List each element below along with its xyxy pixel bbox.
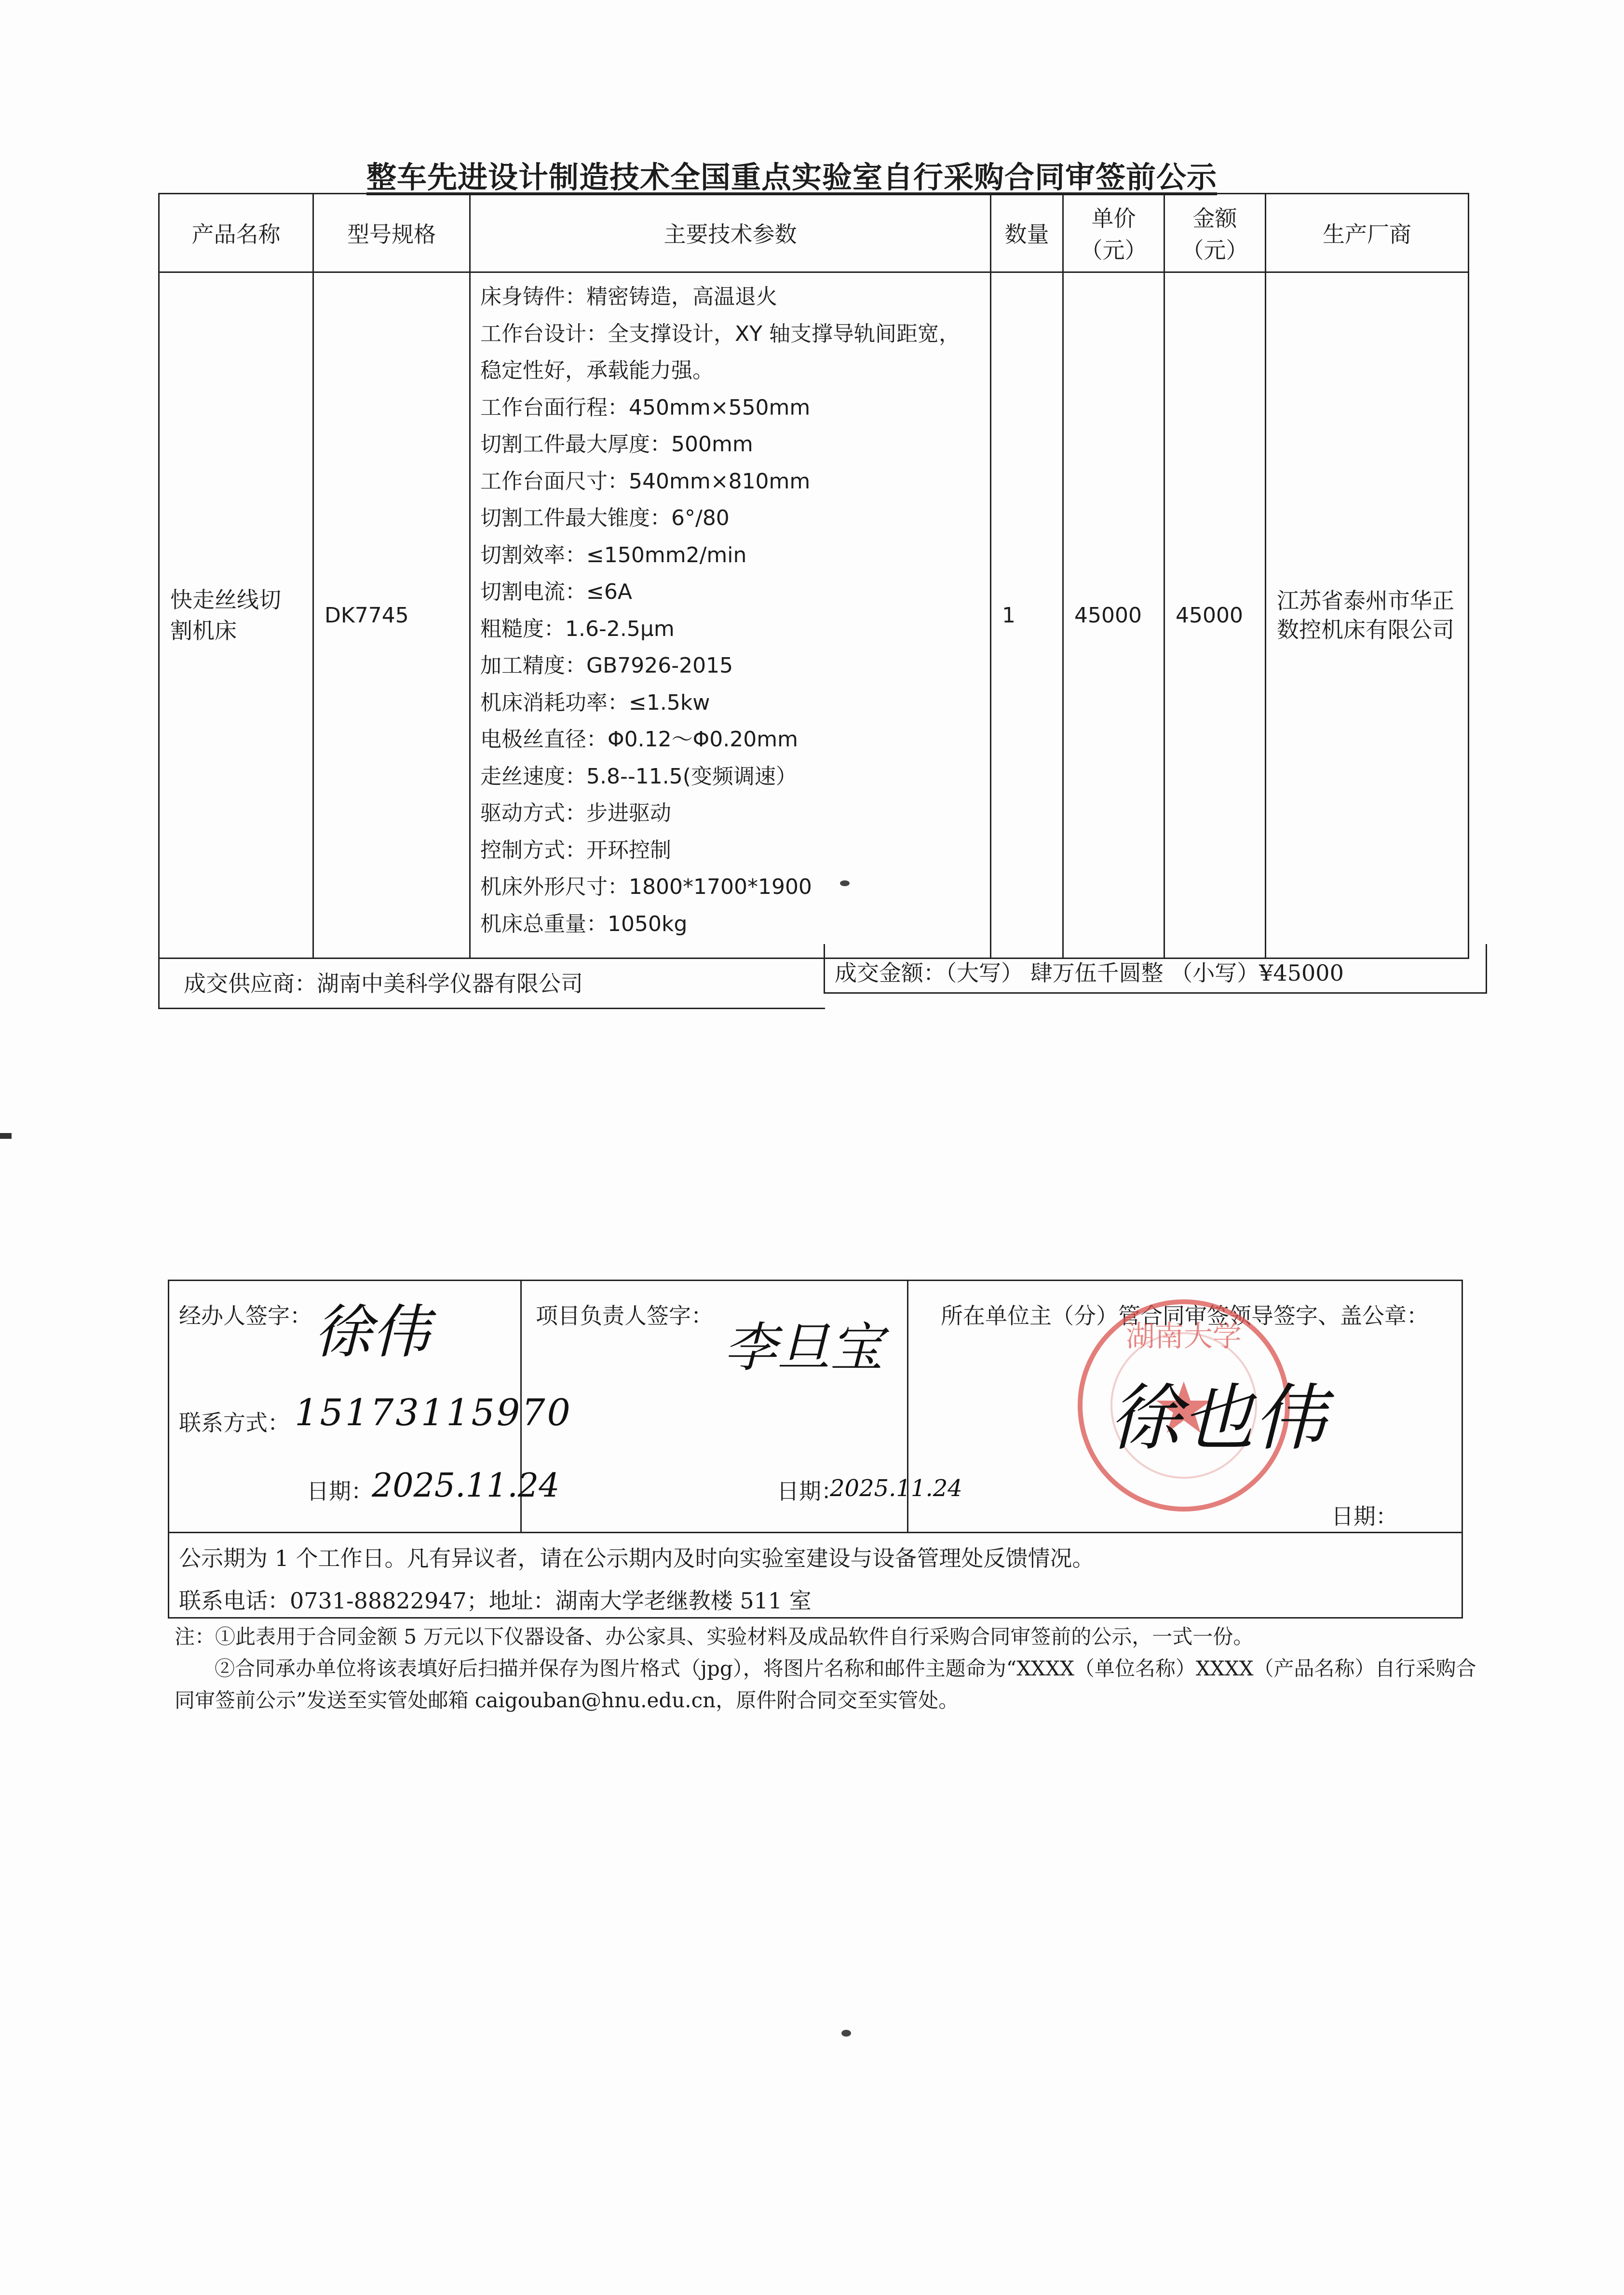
- footnote-1: 注：①此表用于合同金额 5 万元以下仪器设备、办公家具、实验材料及成品软件自行采购合同审签前的公示，一式一份。: [175, 1625, 1254, 1648]
- notice-box: [168, 1530, 1463, 1619]
- header-params: 主要技术参数: [470, 194, 991, 272]
- param-line: 工作台面行程：450mm×550mm: [480, 395, 811, 420]
- cell-amount: 45000: [1164, 272, 1266, 958]
- product-table: [158, 193, 1469, 959]
- header-amount-line1: 金额: [1192, 205, 1237, 231]
- scan-speck: [840, 880, 850, 886]
- supplier-text: 成交供应商：湖南中美科学仪器有限公司: [184, 971, 583, 997]
- param-line: 走丝速度：5.8--11.5(变频调速）: [480, 764, 797, 789]
- cell-product-name: 快走丝线切割机床: [159, 272, 313, 958]
- handler-label: 经办人签字：: [179, 1303, 312, 1329]
- date-label-project: 日期：: [777, 1478, 843, 1504]
- notice-period: 公示期为 1 个工作日。凡有异议者，请在公示期内及时向实验室建设与设备管理处反馈情况。: [179, 1545, 1095, 1571]
- contact-value: 15173115970: [295, 1391, 572, 1434]
- header-unit-price-line1: 单价: [1091, 205, 1136, 231]
- date-value-handler: 2025.11.24: [372, 1467, 560, 1505]
- scan-speck: [841, 2030, 851, 2037]
- header-manufacturer: 生产厂商: [1266, 194, 1469, 272]
- project-lead-label: 项目负责人签字：: [536, 1303, 713, 1329]
- cell-unit-price: 45000: [1063, 272, 1164, 958]
- param-line: 驱动方式：步进驱动: [480, 801, 671, 825]
- header-qty: 数量: [991, 194, 1063, 272]
- param-line: 切割电流：≤6A: [480, 580, 632, 604]
- header-amount-line2: （元）: [1181, 237, 1248, 263]
- cell-model: DK7745: [313, 272, 470, 958]
- param-line: 切割工件最大锥度：6°/80: [480, 506, 730, 530]
- param-line: 工作台设计：全支撑设计，XY 轴支撑导轨间距宽，: [480, 321, 961, 346]
- table-row: [159, 272, 1469, 958]
- date-label-unit: 日期：: [1331, 1503, 1398, 1529]
- header-amount: [1164, 194, 1266, 272]
- cell-params: [470, 272, 991, 958]
- date-label-handler: 日期：: [307, 1478, 373, 1504]
- param-line: 工作台面尺寸：540mm×810mm: [480, 469, 811, 494]
- contact-label: 联系方式：: [179, 1410, 290, 1436]
- date-value-project: 2025.11.24: [830, 1475, 962, 1502]
- cell-manufacturer: 江苏省泰州市华正数控机床有限公司: [1266, 272, 1469, 958]
- footnote-2: ②合同承办单位将该表填好后扫描并保存为图片格式（jpg），将图片名称和邮件主题命为“XXXX（单位名称）XXXX（产品名称）自行采购合: [215, 1657, 1476, 1680]
- param-line: 粗糙度：1.6-2.5μm: [480, 616, 675, 641]
- footnote-3: 同审签前公示”发送至实管处邮箱 caigouban@hnu.edu.cn，原件附合同交至实管处。: [175, 1688, 959, 1712]
- page-title: 整车先进设计制造技术全国重点实验室自行采购合同审签前公示: [366, 160, 1218, 195]
- header-unit-price: [1063, 194, 1164, 272]
- param-line: 机床消耗功率：≤1.5kw: [480, 690, 710, 715]
- scan-mark: [0, 1133, 12, 1139]
- param-line: 机床外形尺寸：1800*1700*1900: [480, 875, 812, 899]
- project-lead-signature: 李旦宝: [724, 1317, 883, 1378]
- param-line: 切割工件最大厚度：500mm: [480, 432, 753, 457]
- header-unit-price-line2: （元）: [1080, 237, 1147, 263]
- param-line: 电极丝直径：Φ0.12～Φ0.20mm: [480, 727, 798, 752]
- header-product-name: 产品名称: [159, 194, 313, 272]
- header-model: 型号规格: [313, 194, 470, 272]
- supplier-cell: [158, 949, 825, 1009]
- cell-qty: 1: [991, 272, 1063, 958]
- notice-contact: 联系电话：0731-88822947；地址：湖南大学老继教楼 511 室: [179, 1588, 812, 1614]
- unit-leader-label: 所在单位主（分）管合同审签领导签字、盖公章：: [941, 1303, 1429, 1329]
- seal-text: 湖南大学: [1126, 1320, 1242, 1353]
- param-line: 加工精度：GB7926-2015: [480, 653, 733, 678]
- param-line: 稳定性好，承载能力强。: [480, 358, 714, 383]
- param-line: 控制方式：开环控制: [480, 837, 671, 863]
- param-line: 床身铸件：精密铸造，高温退火: [480, 284, 777, 309]
- table-header-row: [159, 194, 1469, 272]
- param-line: 机床总重量：1050kg: [480, 911, 688, 936]
- deal-row: [158, 944, 1485, 1008]
- param-line: 切割效率：≤150mm2/min: [480, 542, 747, 567]
- unit-leader-signature: 徐也伟: [1109, 1377, 1326, 1460]
- deal-amount-text: 成交金额：（大写） 肆万伍千圆整 （小写）¥45000: [835, 960, 1344, 986]
- deal-amount-cell: [824, 944, 1487, 994]
- handler-signature: 徐伟: [314, 1299, 430, 1366]
